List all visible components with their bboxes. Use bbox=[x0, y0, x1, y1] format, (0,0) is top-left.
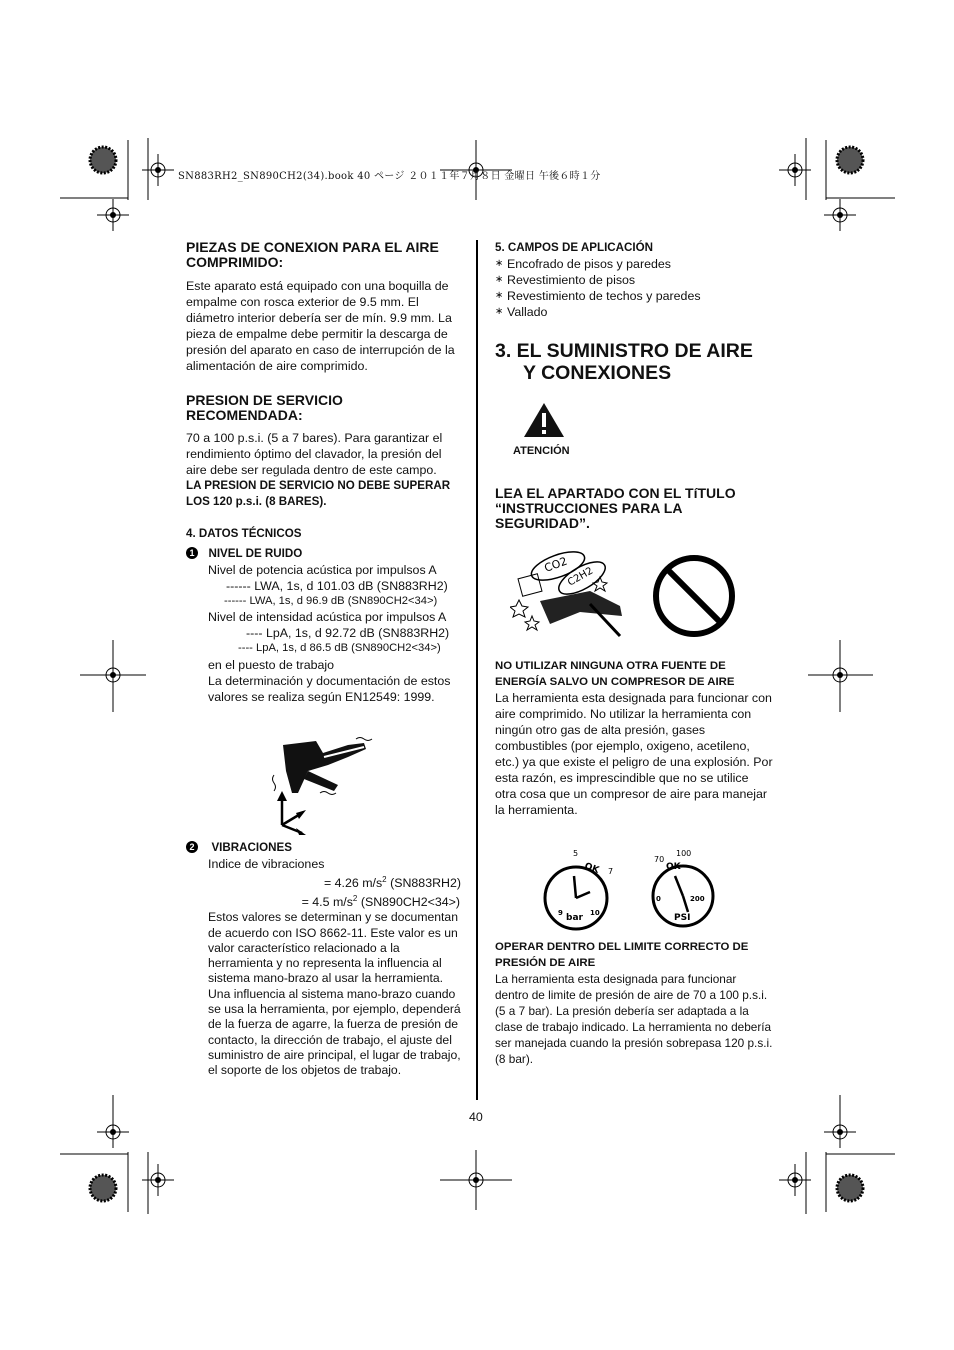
vib-line-2: = 4.26 $m/s^2$ (SN883RH2) bbox=[323, 875, 461, 891]
campos-item: ∗ Encofrado de pisos y paredes bbox=[495, 257, 671, 271]
vibraciones-block bbox=[186, 838, 461, 1079]
gauge-psi-unit: PSI bbox=[674, 913, 691, 923]
c2h2-label: C2H2 bbox=[566, 565, 596, 589]
ruido-line-7: en el puesto de trabajo bbox=[208, 657, 335, 672]
presion-warning: LA PRESION DE SERVICIO NO DEBE SUPERAR LOS 120 p.s.i. (8 BARES). bbox=[186, 479, 451, 508]
left-column bbox=[186, 240, 461, 705]
gauge-bar-ok: OK bbox=[582, 861, 601, 876]
ruido-line-4: Nivel de intensidad acústica por impulsos A bbox=[208, 610, 447, 625]
gauge-bar-top-label: 5 bbox=[573, 849, 579, 858]
co2-label: CO2 bbox=[542, 554, 569, 575]
piezas-heading: PIEZAS DE CONEXION PARA EL AIRE COMPRIMIDO: bbox=[186, 239, 439, 270]
nailer-vibration-illustration bbox=[268, 735, 388, 835]
campos-item: ∗ Revestimiento de techos y paredes bbox=[495, 289, 701, 303]
ruido-line-6: ---- LpA, 1s, d 86.5 dB (SN890CH2<34>) bbox=[238, 642, 441, 655]
campos-heading: 5. CAMPOS DE APLICACIÓN bbox=[495, 241, 654, 254]
campos-item: ∗ Vallado bbox=[495, 305, 548, 319]
gauge-bar-right-label: 7 bbox=[608, 867, 614, 876]
ruido-heading: NIVEL DE RUIDO bbox=[208, 547, 303, 560]
gauge-bar-high: 10 bbox=[590, 909, 600, 917]
piezas-text: Este aparato está equipado con una boquilla de empalme con rosca exterior de 9.5 mm. El diámetro interior debería ser de mín. 9.9 mm. La pieza de empalme debe permitir la descarga de presión del aparato en caso de interrupción de la alimentación de aire comprimido. bbox=[186, 279, 455, 373]
section-3-title: 3. EL SUMINISTRO DE AIRE Y CONEXIONES bbox=[495, 340, 753, 384]
prohibited-icon bbox=[651, 553, 737, 639]
vib-heading: VIBRACIONES bbox=[211, 841, 292, 854]
gauge-psi-b: 100 bbox=[676, 849, 692, 858]
gauge-bar-unit: bar bbox=[566, 913, 583, 923]
vib-line-3: = 4.5 $m/s^2$ (SN890CH2<34>) bbox=[301, 894, 460, 910]
gauge-bar-low: 9 bbox=[558, 909, 563, 917]
presion-heading: PRESION DE SERVICIO RECOMENDADA: bbox=[186, 392, 343, 423]
ruido-number-badge: 1 bbox=[186, 547, 198, 559]
operar-heading: OPERAR DENTRO DEL LIMITE CORRECTO DE PRESIÓN DE AIRE bbox=[495, 941, 749, 969]
right-column bbox=[495, 240, 770, 384]
no-utilizar-block bbox=[495, 658, 773, 818]
datos-heading: 4. DATOS TÉCNICOS bbox=[186, 527, 302, 540]
gas-cylinder-nailer-illustration bbox=[510, 546, 630, 641]
pressure-gauges-illustration bbox=[538, 848, 718, 936]
page-number: 40 bbox=[469, 1110, 483, 1124]
ruido-line-3: ------ LWA, 1s, d 96.9 dB (SN890CH2<34>) bbox=[224, 595, 438, 607]
gauge-psi-max: 200 bbox=[690, 895, 705, 903]
gauge-psi-ok: OK bbox=[666, 862, 681, 872]
no-utilizar-text: La herramienta esta designada para funcionar con aire comprimido. No utilizar la herramienta con ningún otro gas de alta presión, gases combustibles (por ejemplo, oxigeno, acetileno, etc.) ya que existe el peligro de una explosión. Por esta razón, es imprescindible que no se utilice otra cosa que un compresor de aire para manejar la herramienta. bbox=[495, 691, 773, 817]
lea-heading: LEA EL APARTADO CON EL TíTULO “INSTRUCCIONES PARA LA SEGURIDAD”. bbox=[495, 485, 736, 531]
presion-text: 70 a 100 p.s.i. (5 a 7 bares). Para garantizar el rendimiento óptimo del clavador, la presión del aire debe ser regulada dentro de este campo. bbox=[186, 431, 443, 477]
atencion-label: ATENCIÓN bbox=[513, 445, 570, 457]
operar-text: La herramienta esta designada para funcionar dentro de limite de presión de aire de 70 a 100 p.s.i. (5 a 7 bar). La presión debería ser adaptada a la clase de trabajo indicado. La herramienta no debería ser manejada cuando la presión sobrepasa 120 p.s.i. (8 bar). bbox=[495, 972, 773, 1066]
campos-item: ∗ Revestimiento de pisos bbox=[495, 273, 636, 287]
vib-text: Estos valores se determinan y se documentan de acuerdo con ISO 8662-11. Este valor es un valor característico relacionado a la herramienta y no representa la influencia al sistema mano-brazo al usar la herramienta. Una influencia al sistema mano-brazo cuando se usa la herramienta, por ejemplo, dependerá de la fuerza de agarre, la fuerza de presión de contacto, la dirección de trabajo, el ajuste del suministro de aire principal, el lugar de trabajo, el soporte de los objetos de trabajo. bbox=[208, 910, 461, 1078]
column-divider bbox=[476, 240, 478, 1100]
no-utilizar-heading: NO UTILIZAR NINGUNA OTRA FUENTE DE ENERGÍA SALVO UN COMPRESOR DE AIRE bbox=[495, 660, 735, 688]
ruido-line-2: ------ LWA, 1s, d 101.03 dB (SN883RH2) bbox=[226, 579, 448, 593]
ruido-line-8: La determinación y documentación de estos valores se realiza según EN12549: 1999. bbox=[208, 673, 451, 704]
print-header: SN883RH2_SN890CH2(34).book 40 ページ ２０１１年７月８日 金曜日 午後６時１分 bbox=[178, 171, 601, 182]
ruido-line-1: Nivel de potencia acústica por impulsos A bbox=[208, 563, 437, 577]
vib-line-1: Indice de vibraciones bbox=[208, 857, 325, 871]
gauge-psi-a: 70 bbox=[654, 855, 665, 864]
operar-block bbox=[495, 940, 773, 1067]
vib-number-badge: 2 bbox=[186, 841, 198, 853]
gauge-psi-zero: 0 bbox=[656, 895, 661, 903]
ruido-line-5: ---- LpA, 1s, d 92.72 dB (SN883RH2) bbox=[246, 626, 450, 641]
warning-triangle-icon bbox=[523, 402, 565, 438]
